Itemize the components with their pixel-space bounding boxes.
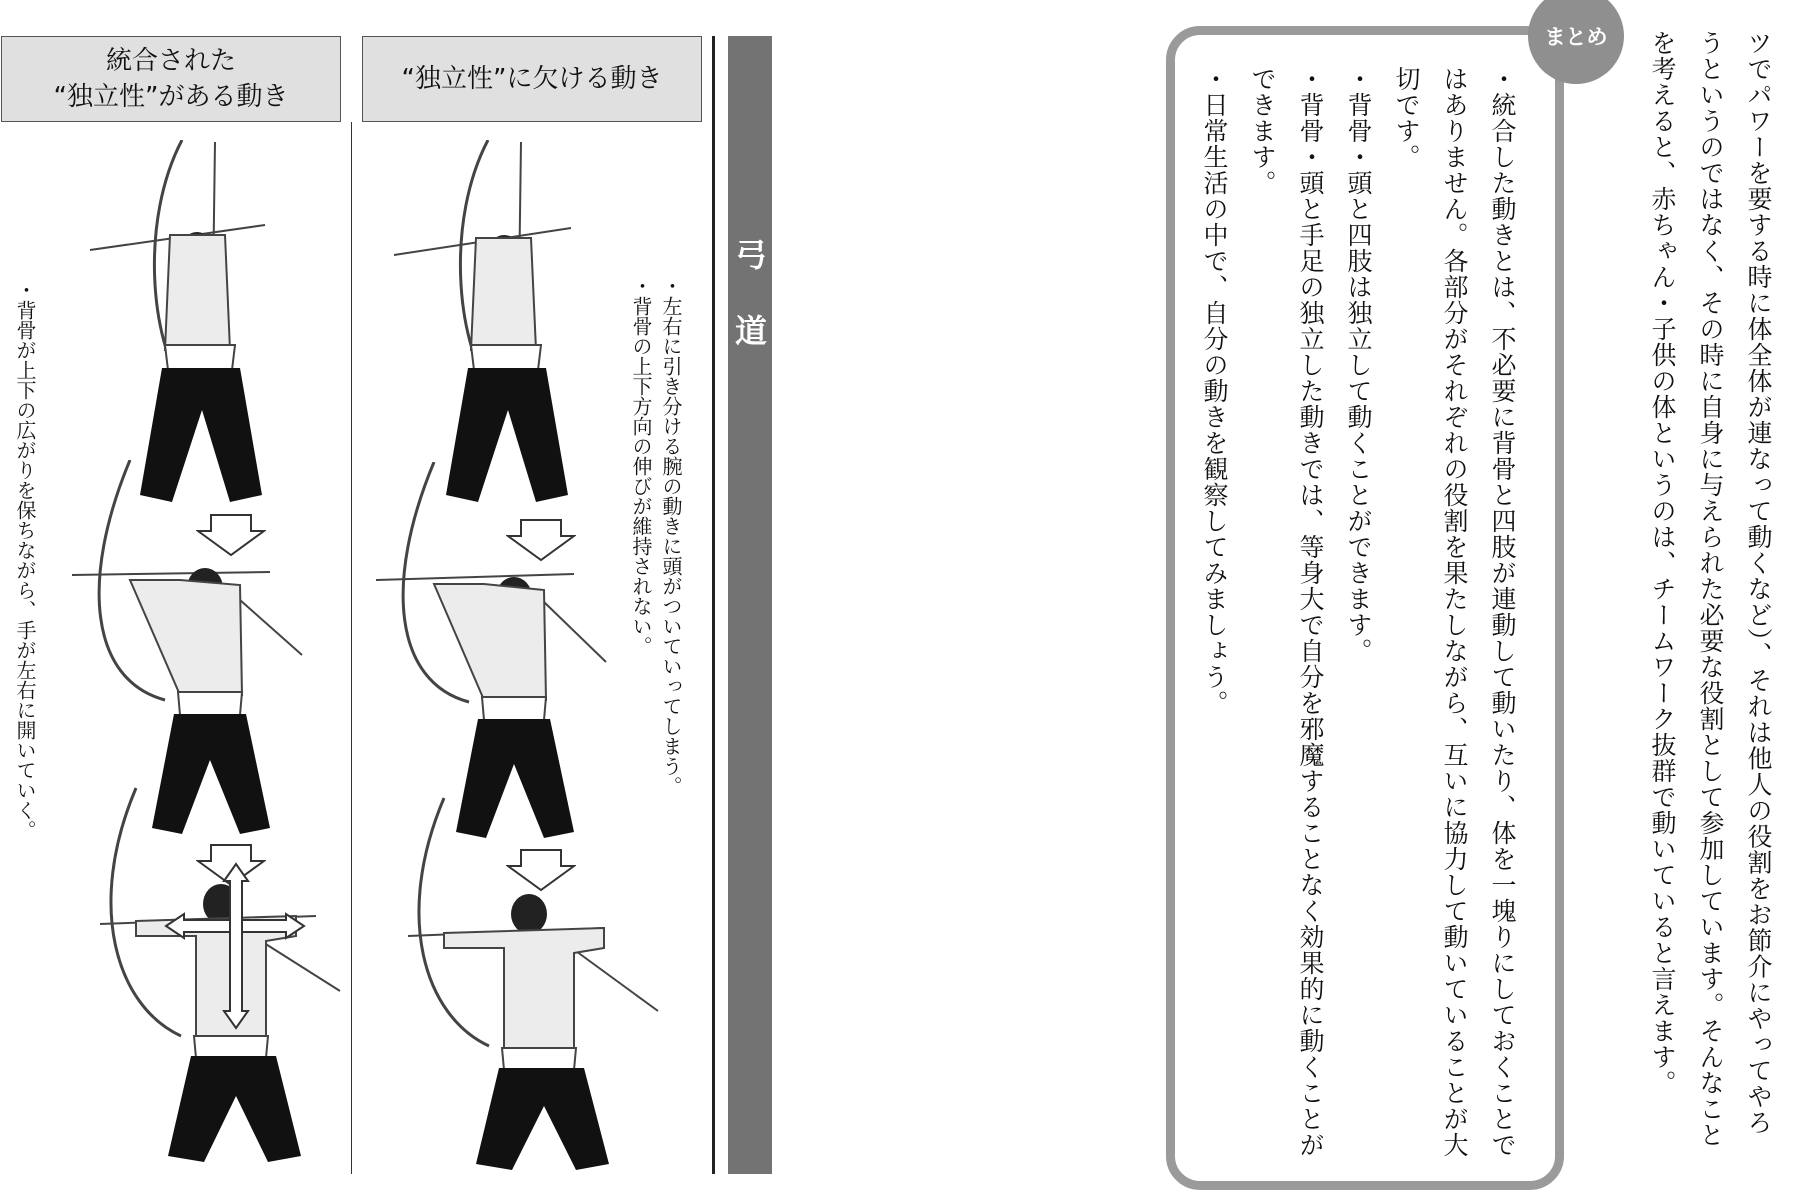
caption-integrated: ・背骨が上下の広がりを保ちながら、手が左右に開いていく。 <box>13 280 37 840</box>
header-integrated-line-1: 統合された <box>105 46 236 76</box>
body-line-2: うというのではなく、その時に自身に与えられた必要な役割として参加しています。そんなこと <box>1696 30 1725 1148</box>
header-integrated-movement <box>1 36 341 122</box>
caption-lacking-line-1: ・左右に引き分ける腕の動きに頭がついていってしまう。 <box>659 276 683 796</box>
summary-item-2: ・背骨・頭と四肢は独立して動くことができます。 <box>1344 66 1373 664</box>
header-integrated-line-2: “独立性”がある動き <box>53 82 289 112</box>
header-lacking-independence <box>362 36 702 122</box>
archer-integrated-stage-3 <box>96 786 346 1166</box>
body-text <box>1638 30 1782 1180</box>
archer-lacking-stage-3 <box>404 796 664 1176</box>
caption-lacking-line-2: ・背骨の上下方向の伸びが維持されない。 <box>629 276 653 656</box>
summary-list <box>1190 66 1526 1176</box>
page-divider-rule <box>712 36 715 1174</box>
summary-item-3: ・背骨・頭と手足の独立した動きでは、等身大で自分を邪魔することなく効果的に動くことができます。 <box>1248 66 1325 1158</box>
summary-badge: まとめ <box>1528 0 1624 84</box>
kyudo-section-label: 弓道 <box>730 238 768 390</box>
header-lacking-text: “独立性”に欠ける動き <box>401 64 663 94</box>
summary-item-4: ・日常生活の中で、自分の動きを観察してみましょう。 <box>1200 66 1229 716</box>
archer-lacking-stage-2 <box>374 462 614 842</box>
archer-integrated-stage-2 <box>70 460 310 840</box>
kyudo-section-band <box>728 36 772 1174</box>
archer-lacking-stage-1 <box>386 140 606 510</box>
column-divider <box>351 122 352 1174</box>
body-line-3: を考えると、赤ちゃん・子供の体というのは、チームワーク抜群で動いていると言えます。 <box>1648 30 1677 1096</box>
archer-integrated-stage-1 <box>80 140 300 510</box>
summary-item-1: ・統合した動きとは、不必要に背骨と四肢が連動して動いたり、体を一塊りにしておくことではありません。各部分がそれぞれの役割を果たしながら、互いに協力して動いていることが大切です。 <box>1392 66 1517 1158</box>
body-line-1: ツでパワーを要する時に体全体が連なって動くなど）、それは他人の役割をお節介にやってやろ <box>1744 30 1773 1136</box>
